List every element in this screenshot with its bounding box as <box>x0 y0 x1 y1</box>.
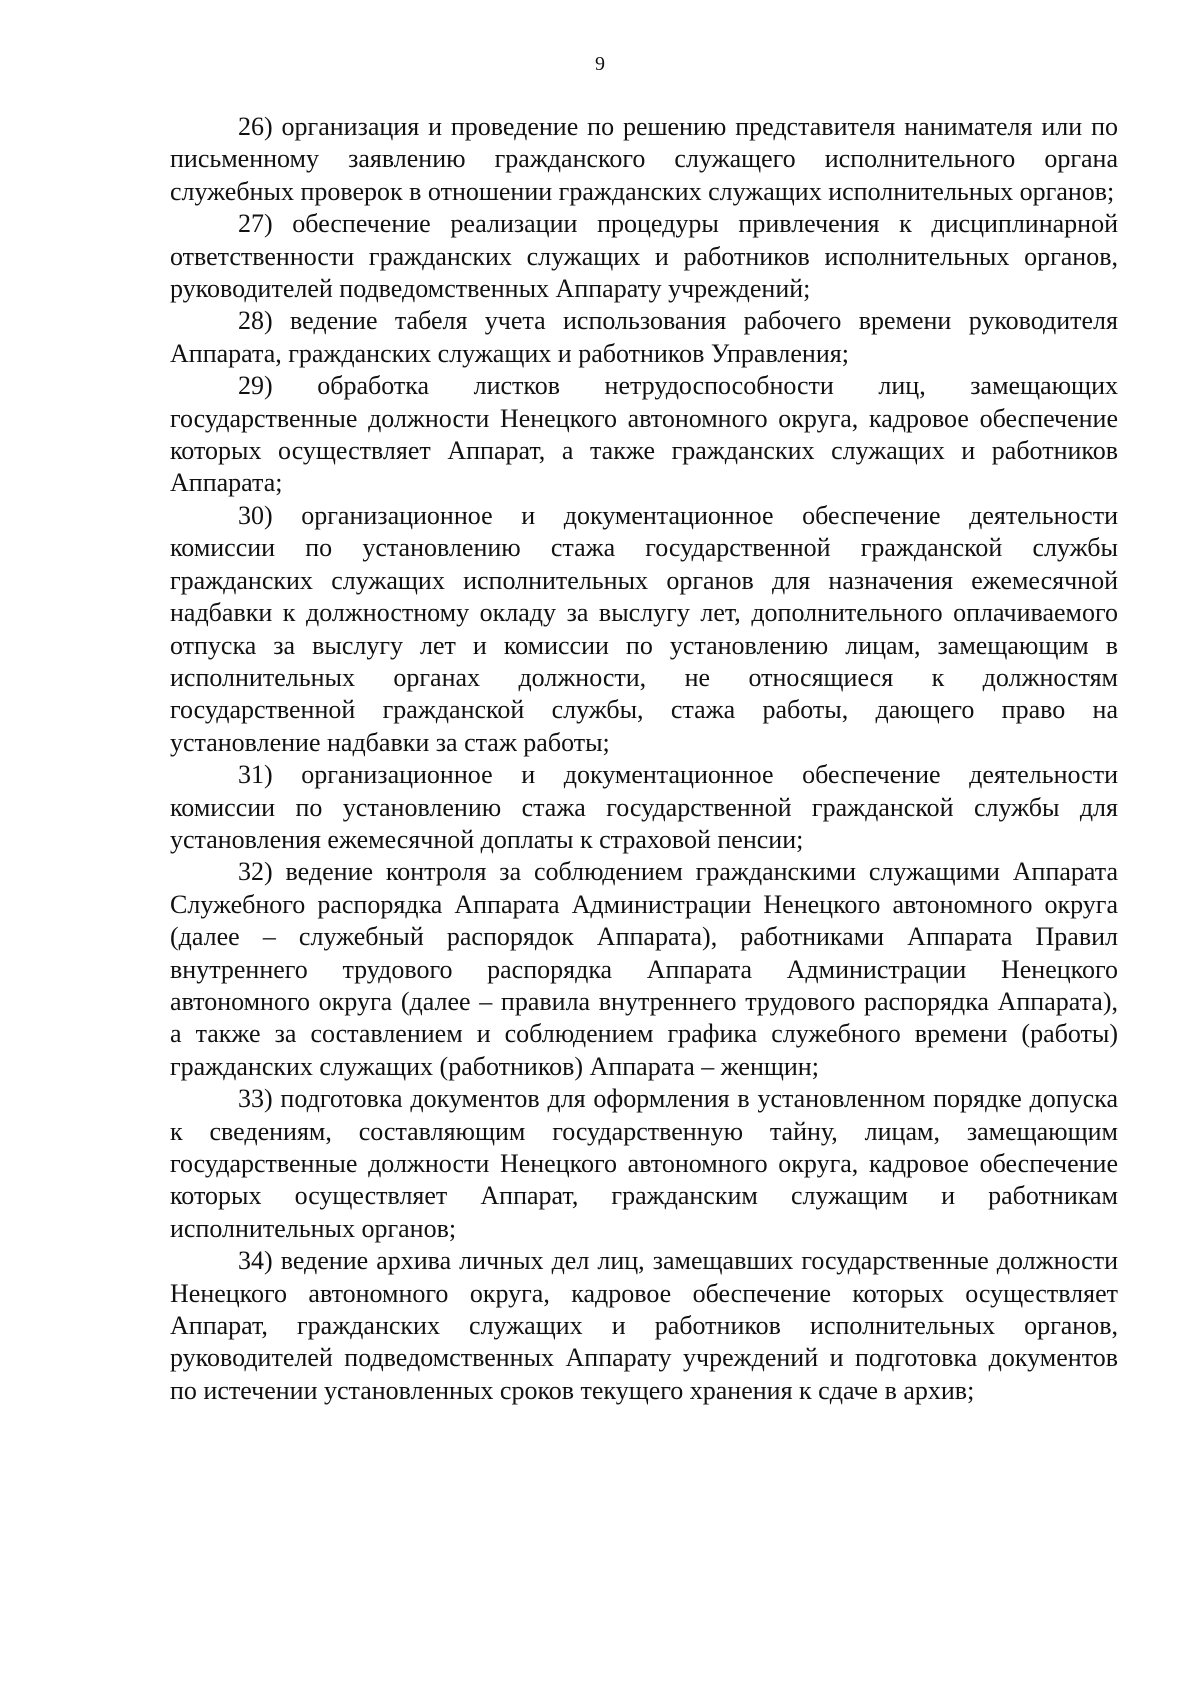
list-item: 31) организационное и документационное обеспечение деятельности комиссии по установлению стажа государственной гражданской службы для установления ежемесячной доплаты к страховой пенсии; <box>170 760 1118 854</box>
list-item: 26) организация и проведение по решению представителя нанимателя или по письменному заявлению гражданского служащего исполнительного органа служебных проверок в отношении гражданских служащих исполнительных органов; <box>170 112 1118 206</box>
list-item: 27) обеспечение реализации процедуры привлечения к дисциплинарной ответственности гражданских служащих и работников исполнительных органов, руководителей подведомственных Аппарату учреждений; <box>170 209 1118 304</box>
list-item: 33) подготовка документов для оформления в установленном порядке допуска к сведениям, составляющим государственную тайну, лицам, замещающим государственные должности Ненецкого автономного округа, кадровое обеспечение которых осуществляет Аппарат, гражданским служащим и работникам исполнительных органов; <box>170 1084 1118 1243</box>
page-number: 9 <box>595 53 605 75</box>
document-body <box>170 111 1118 1407</box>
list-item: 32) ведение контроля за соблюдением гражданскими служащими Аппарата Служебного распорядка Аппарата Администрации Ненецкого автономного округа (далее – служебный распорядок Аппарата), работниками Аппарата Правил внутреннего трудового распорядка Аппарата Администрации Ненецкого автономного округа (далее – правила внутреннего трудового распорядка Аппарата), а также за составлением и соблюдением графика служебного времени (работы) гражданских служащих (работников) Аппарата – женщин; <box>170 857 1118 1081</box>
list-item: 30) организационное и документационное обеспечение деятельности комиссии по установлению стажа государственной гражданской службы гражданских служащих исполнительных органов для назначения ежемесячной надбавки к должностному окладу за выслугу лет, дополнительного оплачиваемого отпуска за выслугу лет и комиссии по установлению лицам, замещающим в исполнительных органах должности, не относящиеся к должностям государственной гражданской службы, стажа работы, дающего право на установление надбавки за стаж работы; <box>170 500 1118 757</box>
list-item: 34) ведение архива личных дел лиц, замещавших государственные должности Ненецкого автономного округа, кадровое обеспечение которых осуществляет Аппарат, гражданских служащих и работников исполнительных органов, руководителей подведомственных Аппарату учреждений и подготовка документов по истечении установленных сроков текущего хранения к сдаче в архив; <box>170 1246 1118 1405</box>
list-item: 29) обработка листков нетрудоспособности лиц, замещающих государственные должности Ненецкого автономного округа, кадровое обеспечение которых осуществляет Аппарат, а также гражданских служащих и работников Аппарата; <box>170 371 1118 498</box>
list-item: 28) ведение табеля учета использования рабочего времени руководителя Аппарата, гражданских служащих и работников Управления; <box>170 306 1118 368</box>
